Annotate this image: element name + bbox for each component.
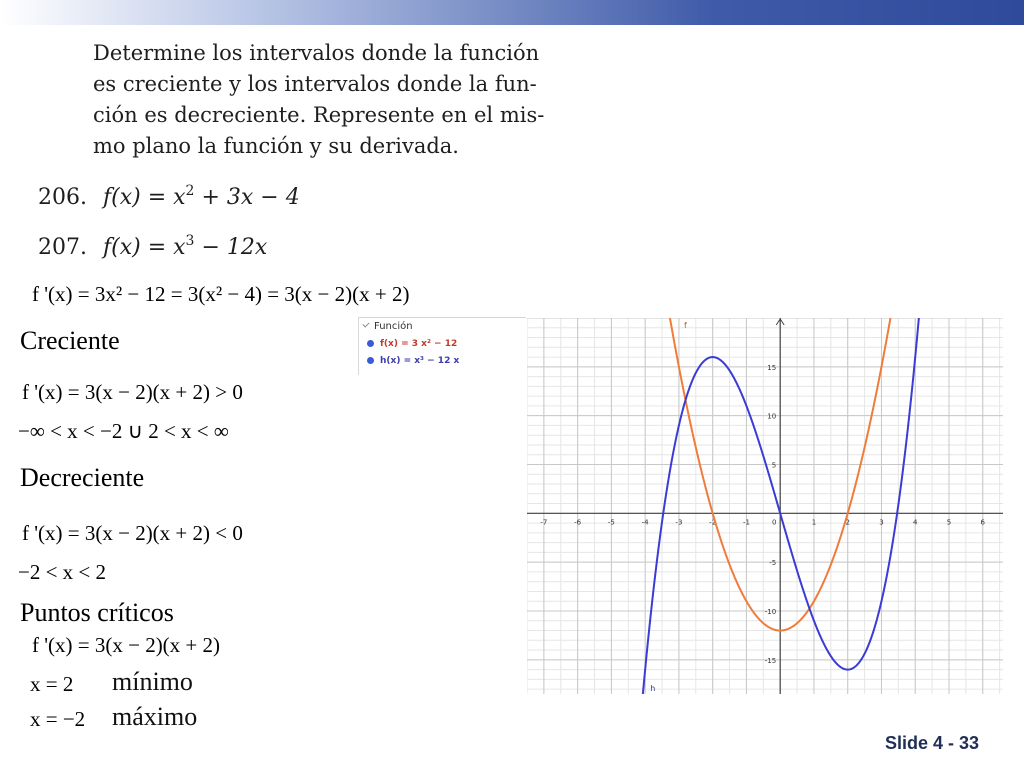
maximum-x: x = −2 (30, 707, 86, 731)
minimum-x: x = 2 (30, 672, 74, 696)
series-label-h: h (650, 684, 656, 693)
exercise-expression-a: f(x) = x (102, 185, 186, 210)
puntos-criticos-equation: f '(x) = 3(x − 2)(x + 2) (32, 633, 221, 657)
decreciente-inequality: f '(x) = 3(x − 2)(x + 2) < 0 (22, 521, 243, 545)
exercise-number: 206. (38, 185, 87, 210)
legend-label-h: h(x) = x³ − 12 x (380, 356, 460, 366)
puntos-criticos-heading: Puntos críticos (20, 598, 174, 627)
legend-label-f: f(x) = 3 x² − 12 (380, 339, 458, 349)
collapse-icon[interactable] (362, 320, 369, 327)
exercise-expression-a: f(x) = x (102, 235, 186, 260)
creciente-heading: Creciente (20, 326, 120, 355)
function-graph[interactable] (527, 318, 1003, 694)
problem-line: Determine los intervalos donde la función (93, 41, 540, 65)
x-tick-label: -6 (574, 518, 582, 527)
exercise-exponent: 3 (185, 233, 195, 249)
x-tick-label: -1 (742, 518, 750, 527)
decreciente-heading: Decreciente (20, 463, 145, 492)
y-tick-label: 5 (771, 461, 777, 470)
y-tick-label: 10 (767, 412, 777, 421)
x-tick-label: 3 (879, 518, 884, 527)
top-banner (0, 0, 1024, 25)
problem-line: es creciente y los intervalos donde la fun- (93, 72, 537, 96)
legend-item-f[interactable] (367, 339, 457, 349)
minimum-label: mínimo (112, 667, 193, 696)
graph-legend (358, 317, 526, 375)
y-tick-label: -10 (764, 607, 777, 616)
problem-line: mo plano la función y su derivada. (93, 134, 459, 158)
derivative-equation: f '(x) = 3x² − 12 = 3(x² − 4) = 3(x − 2)(x + 2) (32, 282, 410, 306)
maximum-label: máximo (112, 702, 198, 731)
x-tick-label: -3 (675, 518, 683, 527)
x-tick-label: -7 (540, 518, 548, 527)
creciente-inequality: f '(x) = 3(x − 2)(x + 2) > 0 (22, 380, 243, 404)
legend-title: Función (374, 321, 413, 332)
slide-number: Slide 4 - 33 (884, 733, 979, 753)
y-tick-label: -5 (769, 559, 777, 568)
x-tick-label: -4 (641, 518, 649, 527)
x-tick-label: 4 (912, 518, 918, 527)
x-tick-label: 0 (771, 518, 777, 527)
x-tick-label: 5 (946, 518, 952, 527)
exercise-expression-b: − 12x (194, 235, 268, 260)
x-tick-label: 1 (811, 518, 817, 527)
x-tick-label: 6 (980, 518, 985, 527)
visibility-dot-icon[interactable] (367, 340, 374, 347)
creciente-interval: −∞ < x < −2 ∪ 2 < x < ∞ (18, 419, 229, 443)
x-tick-label: -5 (607, 518, 615, 527)
decreciente-interval: −2 < x < 2 (18, 560, 107, 584)
visibility-dot-icon[interactable] (367, 357, 374, 364)
exercise-expression-b: + 3x − 4 (194, 185, 300, 210)
problem-statement (93, 38, 553, 162)
exercise-number: 207. (38, 235, 87, 260)
series-label-f: f (683, 321, 687, 330)
y-tick-label: -15 (764, 656, 777, 665)
y-tick-label: 15 (767, 363, 777, 372)
x-tick-label: 2 (845, 518, 850, 527)
x-tick-label: -2 (709, 518, 717, 527)
exercise-207 (38, 233, 267, 260)
exercise-206 (38, 183, 300, 210)
legend-item-h[interactable] (367, 356, 459, 366)
exercise-exponent: 2 (185, 183, 195, 199)
problem-line: ción es decreciente. Represente en el mis- (93, 103, 545, 127)
